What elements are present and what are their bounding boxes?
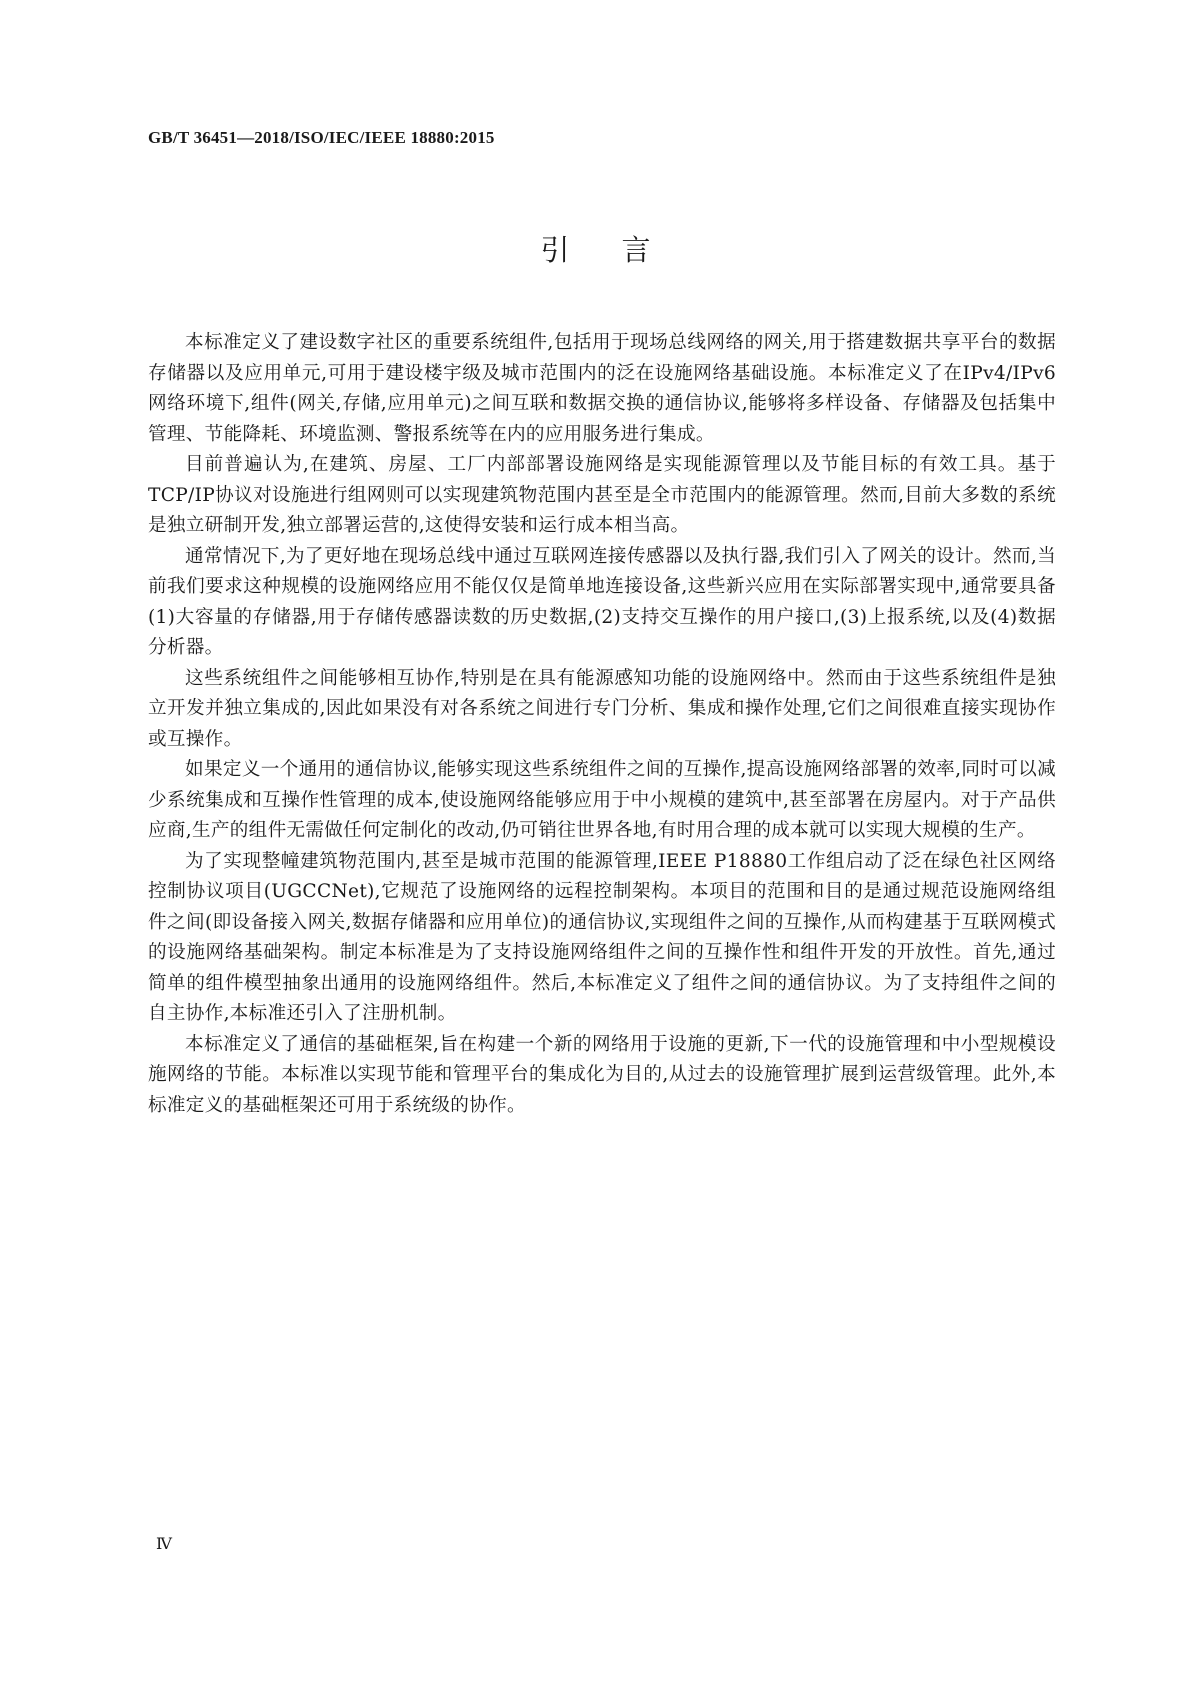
paragraph: 本标准定义了通信的基础框架,旨在构建一个新的网络用于设施的更新,下一代的设施管理和中小型规模设施网络的节能。本标准以实现节能和管理平台的集成化为目的,从过去的设施管理扩展到运营级管理。此外,本标准定义的基础框架还可用于系统级的协作。 (148, 1033, 1056, 1116)
paragraph: 如果定义一个通用的通信协议,能够实现这些系统组件之间的互操作,提高设施网络部署的效率,同时可以减少系统集成和互操作性管理的成本,使设施网络能够应用于中小规模的建筑中,甚至部署在房屋内。对于产品供应商,生产的组件无需做任何定制化的改动,仍可销往世界各地,有时用合理的成本就可以实现大规模的生产。 (148, 759, 1056, 841)
paragraph: 目前普遍认为,在建筑、房屋、工厂内部部署设施网络是实现能源管理以及节能目标的有效工具。基于TCP/IP协议对设施进行组网则可以实现建筑物范围内甚至是全市范围内的能源管理。然而,目前大多数的系统是独立研制开发,独立部署运营的,这使得安装和运行成本相当高。 (148, 454, 1056, 536)
paragraph: 为了实现整幢建筑物范围内,甚至是城市范围的能源管理,IEEE P18880工作组启动了泛在绿色社区网络控制协议项目(UGCCNet),它规范了设施网络的远程控制架构。本项目的范围和目的是通过规范设施网络组件之间(即设备接入网关,数据存储器和应用单位)的通信协议,实现组件之间的互操作,从而构建基于互联网模式的设施网络基础架构。制定本标准是为了支持设施网络组件之间的互操作性和组件开发的开放性。首先,通过简单的组件模型抽象出通用的设施网络组件。然后,本标准定义了组件之间的通信协议。为了支持组件之间的自主协作,本标准还引入了注册机制。 (148, 850, 1056, 1024)
standard-header: GB/T 36451—2018/ISO/IEC/IEEE 18880:2015 (148, 128, 495, 147)
body-text (148, 328, 1056, 1121)
page-number: Ⅳ (156, 1536, 172, 1553)
paragraph: 通常情况下,为了更好地在现场总线中通过互联网连接传感器以及执行器,我们引入了网关的设计。然而,当前我们要求这种规模的设施网络应用不能仅仅是简单地连接设备,这些新兴应用在实际部署实现中,通常要具备(1)大容量的存储器,用于存储传感器读数的历史数据,(2)支持交互操作的用户接口,(3)上报系统,以及(4)数据分析器。 (148, 545, 1056, 658)
paragraph: 这些系统组件之间能够相互协作,特别是在具有能源感知功能的设施网络中。然而由于这些系统组件是独立开发并独立集成的,因此如果没有对各系统之间进行专门分析、集成和操作处理,它们之间很难直接实现协作或互操作。 (148, 667, 1056, 750)
section-title: 引言 (540, 233, 703, 267)
paragraph: 本标准定义了建设数字社区的重要系统组件,包括用于现场总线网络的网关,用于搭建数据共享平台的数据存储器以及应用单元,可用于建设楼宇级及城市范围内的泛在设施网络基础设施。本标准定义了在IPv4/IPv6网络环境下,组件(网关,存储,应用单元)之间互联和数据交换的通信协议,能够将多样设备、存储器及包括集中管理、节能降耗、环境监测、警报系统等在内的应用服务进行集成。 (148, 332, 1056, 445)
